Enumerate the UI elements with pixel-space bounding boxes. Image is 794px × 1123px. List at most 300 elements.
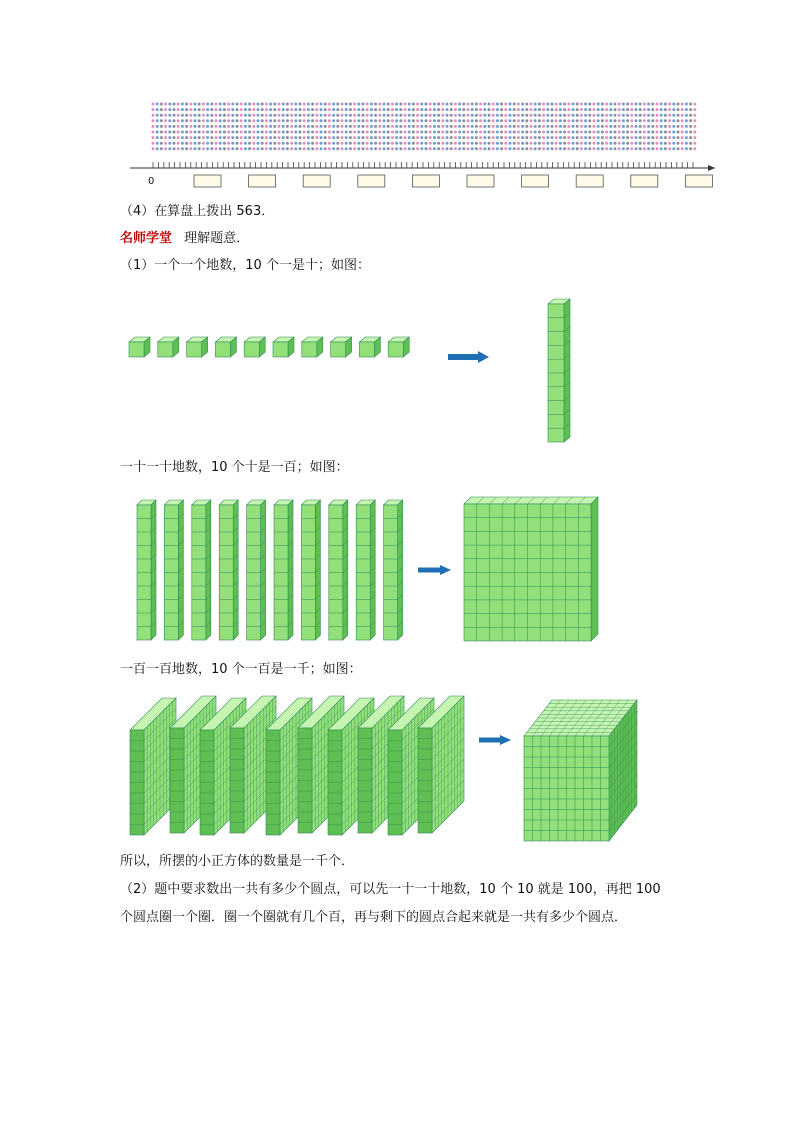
dot	[336, 119, 339, 122]
dot	[362, 147, 365, 150]
dot	[303, 125, 306, 128]
dot	[475, 103, 478, 106]
dot	[345, 119, 348, 122]
dot	[416, 147, 419, 150]
dot	[475, 147, 478, 150]
dot	[252, 142, 255, 145]
dot	[525, 103, 528, 106]
dot	[206, 108, 209, 111]
dot	[479, 108, 482, 111]
dot	[395, 136, 398, 139]
dot	[307, 147, 310, 150]
dot	[425, 131, 428, 134]
dot	[152, 103, 155, 106]
dot	[194, 131, 197, 134]
dot	[626, 114, 629, 117]
dot	[576, 147, 579, 150]
dot	[496, 142, 499, 145]
dot	[273, 114, 276, 117]
dot	[425, 103, 428, 106]
dot	[605, 108, 608, 111]
teacher-section	[120, 231, 249, 247]
dot	[651, 108, 654, 111]
dot	[408, 114, 411, 117]
dot	[257, 125, 260, 128]
dot	[286, 103, 289, 106]
dot	[219, 142, 222, 145]
dot	[601, 103, 604, 106]
dot	[580, 119, 583, 122]
dot	[664, 136, 667, 139]
dot	[374, 125, 377, 128]
dot	[236, 131, 239, 134]
dot	[605, 142, 608, 145]
dot	[320, 142, 323, 145]
dot	[546, 131, 549, 134]
dot	[198, 142, 201, 145]
dot	[383, 136, 386, 139]
dot	[643, 142, 646, 145]
dot	[429, 119, 432, 122]
dot	[223, 119, 226, 122]
dot	[441, 108, 444, 111]
dot	[383, 114, 386, 117]
dot	[328, 103, 331, 106]
dot	[324, 108, 327, 111]
dot	[156, 131, 159, 134]
dot	[223, 103, 226, 106]
dot	[563, 125, 566, 128]
dot	[576, 103, 579, 106]
dot	[294, 114, 297, 117]
dot	[181, 108, 184, 111]
dot	[240, 103, 243, 106]
dot	[168, 131, 171, 134]
dot	[307, 125, 310, 128]
dot	[630, 125, 633, 128]
dot	[416, 119, 419, 122]
dot	[467, 142, 470, 145]
dot	[450, 103, 453, 106]
dot	[492, 108, 495, 111]
dot	[320, 147, 323, 150]
dot	[446, 136, 449, 139]
dot	[521, 125, 524, 128]
dot	[315, 142, 318, 145]
dot	[500, 142, 503, 145]
dot	[416, 103, 419, 106]
dot	[538, 131, 541, 134]
dot	[483, 147, 486, 150]
dot	[437, 136, 440, 139]
dot	[429, 142, 432, 145]
dot	[189, 131, 192, 134]
dot	[467, 103, 470, 106]
dot	[433, 147, 436, 150]
dot	[542, 114, 545, 117]
dot	[349, 114, 352, 117]
dot	[273, 108, 276, 111]
dot	[345, 125, 348, 128]
dot	[693, 108, 696, 111]
dot	[530, 108, 533, 111]
dot	[483, 142, 486, 145]
dot	[349, 103, 352, 106]
dot	[328, 125, 331, 128]
dot	[164, 147, 167, 150]
dot	[454, 125, 457, 128]
dot	[664, 147, 667, 150]
dot	[546, 114, 549, 117]
dot	[458, 142, 461, 145]
dot	[576, 108, 579, 111]
dot	[446, 108, 449, 111]
dot	[647, 103, 650, 106]
dot	[693, 131, 696, 134]
dot	[307, 136, 310, 139]
dot	[173, 108, 176, 111]
dot	[559, 119, 562, 122]
dot	[534, 108, 537, 111]
dot	[404, 125, 407, 128]
dot	[164, 131, 167, 134]
dot	[656, 136, 659, 139]
dot	[500, 103, 503, 106]
dot	[408, 103, 411, 106]
dot	[404, 136, 407, 139]
dot	[210, 103, 213, 106]
dot	[206, 147, 209, 150]
dot	[509, 108, 512, 111]
dot	[252, 108, 255, 111]
dot	[198, 114, 201, 117]
dot	[530, 147, 533, 150]
dot	[420, 114, 423, 117]
dot	[349, 142, 352, 145]
dot	[408, 125, 411, 128]
dot	[374, 114, 377, 117]
dot	[588, 103, 591, 106]
dot	[685, 136, 688, 139]
dot	[362, 119, 365, 122]
dot	[609, 125, 612, 128]
dot	[349, 108, 352, 111]
dot	[240, 108, 243, 111]
dot	[580, 108, 583, 111]
dot	[206, 114, 209, 117]
dot	[462, 103, 465, 106]
dot	[294, 103, 297, 106]
dot	[324, 142, 327, 145]
dot	[433, 142, 436, 145]
dot	[467, 136, 470, 139]
dot	[567, 136, 570, 139]
dot	[546, 119, 549, 122]
dot	[614, 108, 617, 111]
dot	[194, 108, 197, 111]
dot	[454, 131, 457, 134]
dot	[399, 147, 402, 150]
paragraph-2-line-2: 个圆点圈一个圈．圈一个圈就有几个百，再与剩下的圆点合起来就是一共有多少个圆点．	[120, 910, 628, 925]
dot	[551, 103, 554, 106]
dot	[672, 103, 675, 106]
dot	[252, 114, 255, 117]
dot	[311, 114, 314, 117]
dot	[496, 131, 499, 134]
dot	[315, 119, 318, 122]
dot	[555, 119, 558, 122]
dot	[588, 114, 591, 117]
dot	[223, 108, 226, 111]
dot	[252, 103, 255, 106]
dot	[609, 147, 612, 150]
dot	[614, 147, 617, 150]
dot	[227, 147, 230, 150]
dot	[685, 131, 688, 134]
dot	[164, 119, 167, 122]
dot	[618, 147, 621, 150]
dot	[420, 131, 423, 134]
dot	[269, 103, 272, 106]
dot	[626, 147, 629, 150]
dot	[668, 103, 671, 106]
dot	[475, 119, 478, 122]
dot	[563, 114, 566, 117]
dot	[219, 114, 222, 117]
dot	[173, 125, 176, 128]
dot	[618, 119, 621, 122]
dot	[513, 136, 516, 139]
dot	[563, 103, 566, 106]
dot	[521, 136, 524, 139]
dot	[374, 136, 377, 139]
dot	[244, 108, 247, 111]
dot	[177, 119, 180, 122]
dot	[273, 119, 276, 122]
dot	[446, 125, 449, 128]
dot	[374, 108, 377, 111]
dot	[462, 108, 465, 111]
dot	[164, 142, 167, 145]
dot	[353, 125, 356, 128]
dot	[483, 114, 486, 117]
dot	[294, 131, 297, 134]
dot	[458, 125, 461, 128]
dot	[215, 119, 218, 122]
dot	[278, 103, 281, 106]
dot	[584, 142, 587, 145]
dot	[261, 136, 264, 139]
dot	[240, 142, 243, 145]
number-line-zero-label: 0	[148, 176, 155, 187]
question-4: （4）在算盘上拨出 563．	[120, 204, 275, 219]
dot	[471, 119, 474, 122]
dot	[160, 114, 163, 117]
dot	[189, 142, 192, 145]
dot	[215, 103, 218, 106]
dot	[492, 136, 495, 139]
dot	[609, 108, 612, 111]
dot	[618, 136, 621, 139]
dot	[572, 131, 575, 134]
dot	[315, 147, 318, 150]
dot	[265, 147, 268, 150]
dot	[458, 108, 461, 111]
dot	[483, 125, 486, 128]
dot	[206, 103, 209, 106]
dot	[584, 147, 587, 150]
dot	[286, 108, 289, 111]
dot	[441, 136, 444, 139]
dot	[618, 125, 621, 128]
dot	[689, 103, 692, 106]
dot	[689, 147, 692, 150]
dot	[261, 125, 264, 128]
dot	[492, 125, 495, 128]
dot	[542, 108, 545, 111]
dot	[580, 131, 583, 134]
dot	[395, 147, 398, 150]
dot	[635, 108, 638, 111]
dot	[299, 108, 302, 111]
dot	[248, 108, 251, 111]
dot	[282, 125, 285, 128]
dot	[236, 125, 239, 128]
dot	[248, 147, 251, 150]
answer-box	[685, 175, 712, 187]
dot	[160, 125, 163, 128]
dot	[496, 103, 499, 106]
dot	[370, 108, 373, 111]
dot	[194, 119, 197, 122]
dot	[181, 125, 184, 128]
axis-arrow	[708, 165, 715, 171]
dot	[378, 103, 381, 106]
dot	[689, 125, 692, 128]
dot	[668, 131, 671, 134]
dot	[651, 125, 654, 128]
dot	[580, 103, 583, 106]
dot	[269, 108, 272, 111]
dot	[622, 136, 625, 139]
dot	[500, 147, 503, 150]
dot	[656, 114, 659, 117]
dot	[605, 114, 608, 117]
dot	[593, 119, 596, 122]
dot	[349, 119, 352, 122]
dot	[294, 147, 297, 150]
dot	[303, 142, 306, 145]
dot	[332, 131, 335, 134]
dot	[349, 136, 352, 139]
dot	[378, 114, 381, 117]
dot	[307, 142, 310, 145]
dot	[282, 136, 285, 139]
dot	[416, 125, 419, 128]
dot	[643, 131, 646, 134]
dot	[236, 147, 239, 150]
dot	[336, 125, 339, 128]
dot	[689, 108, 692, 111]
dot	[630, 114, 633, 117]
dot	[635, 119, 638, 122]
dot	[299, 136, 302, 139]
dot	[202, 142, 205, 145]
dot	[202, 114, 205, 117]
dot	[651, 131, 654, 134]
dot	[387, 103, 390, 106]
dot	[168, 108, 171, 111]
dot	[509, 119, 512, 122]
dot	[618, 108, 621, 111]
dot	[404, 142, 407, 145]
dot	[383, 103, 386, 106]
dot	[198, 108, 201, 111]
dot	[341, 136, 344, 139]
dot	[261, 147, 264, 150]
dot	[231, 142, 234, 145]
dot	[299, 119, 302, 122]
dot	[156, 142, 159, 145]
dot	[584, 125, 587, 128]
dot	[353, 136, 356, 139]
dot	[441, 147, 444, 150]
dot	[223, 142, 226, 145]
dot	[168, 119, 171, 122]
dot	[643, 125, 646, 128]
dot	[454, 119, 457, 122]
dot	[530, 125, 533, 128]
dot	[152, 131, 155, 134]
dot	[446, 142, 449, 145]
dot	[320, 131, 323, 134]
dot	[168, 125, 171, 128]
dot	[311, 136, 314, 139]
dot	[597, 147, 600, 150]
ones-to-ten-figure	[0, 290, 794, 450]
dot	[353, 114, 356, 117]
dot	[551, 125, 554, 128]
dot	[164, 125, 167, 128]
dot	[534, 142, 537, 145]
dot	[614, 103, 617, 106]
dot	[521, 131, 524, 134]
dot	[454, 103, 457, 106]
dot	[303, 108, 306, 111]
dot	[412, 142, 415, 145]
dot	[609, 103, 612, 106]
dot	[248, 131, 251, 134]
dot	[685, 103, 688, 106]
dot	[576, 119, 579, 122]
dot	[290, 119, 293, 122]
dot	[215, 136, 218, 139]
dot	[236, 114, 239, 117]
dot	[660, 136, 663, 139]
dot	[500, 119, 503, 122]
dot	[509, 103, 512, 106]
dot	[383, 131, 386, 134]
dot	[483, 136, 486, 139]
dot	[244, 119, 247, 122]
dot	[496, 108, 499, 111]
dot	[593, 131, 596, 134]
dot	[437, 119, 440, 122]
dot	[626, 136, 629, 139]
dot	[538, 119, 541, 122]
dot	[378, 119, 381, 122]
dot	[479, 136, 482, 139]
